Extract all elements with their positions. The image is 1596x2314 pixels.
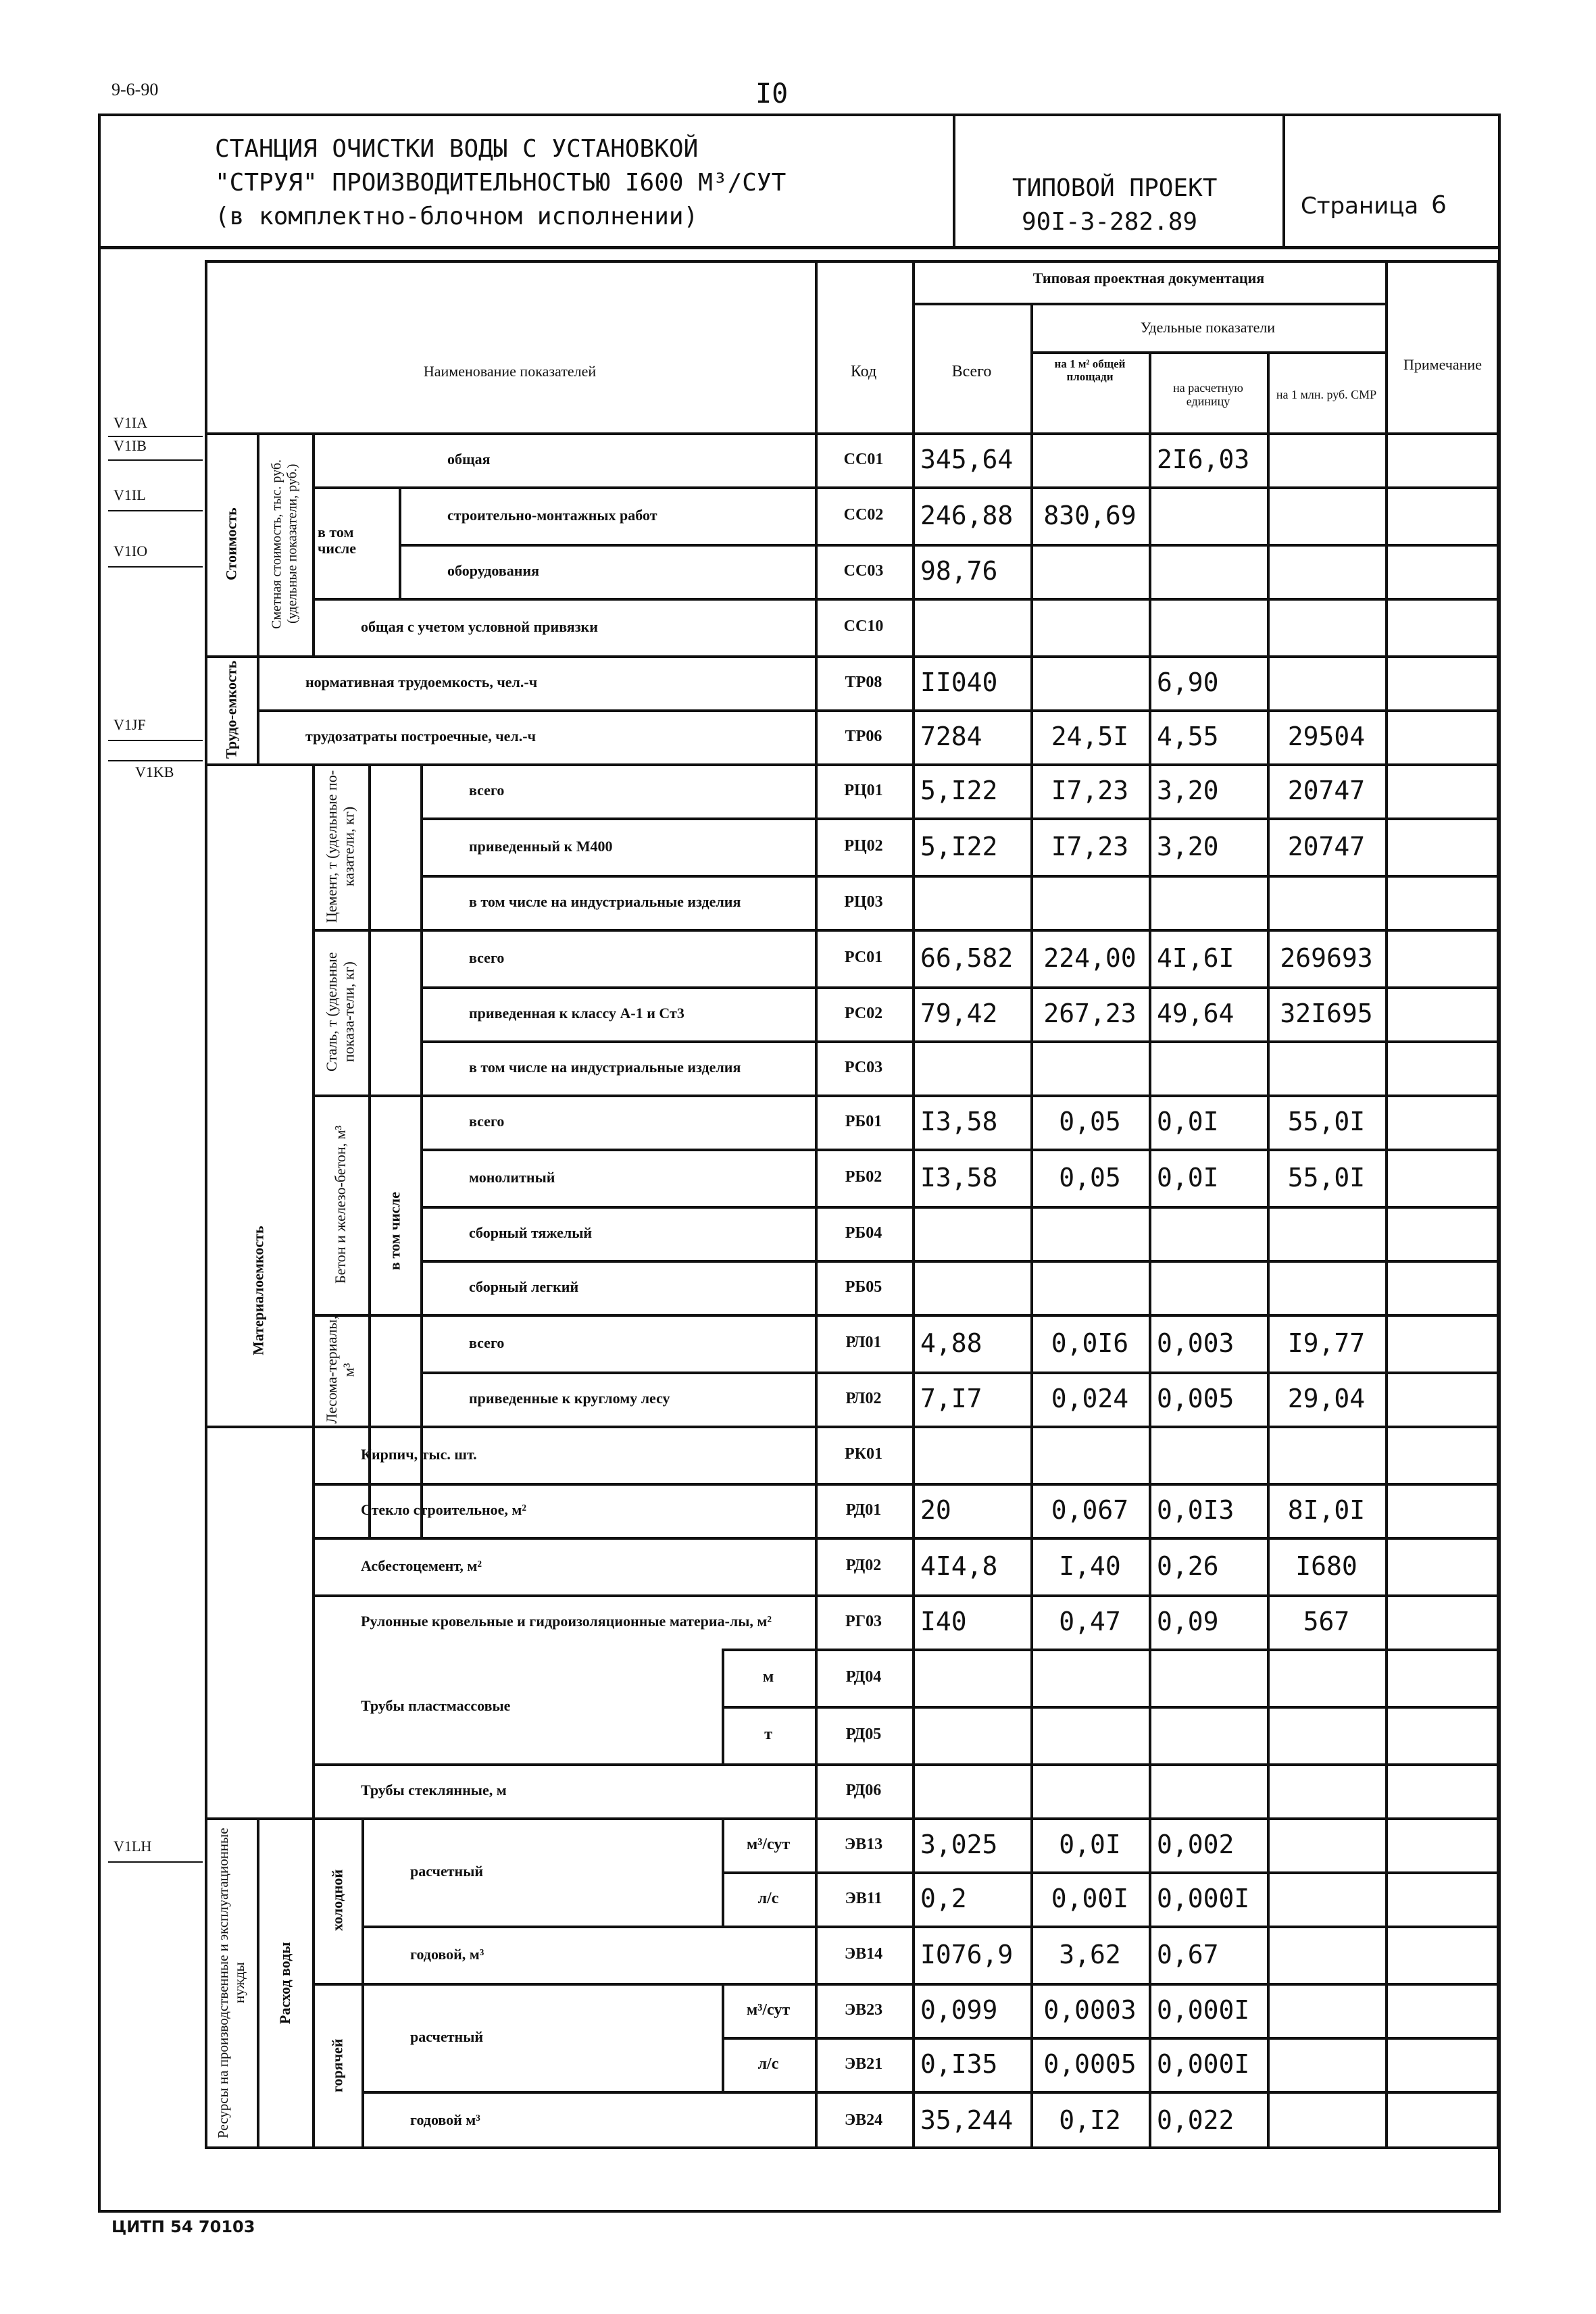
value-per-m2: 0,024 [1051,1384,1129,1413]
value-per-m2: 0,0003 [1043,1995,1137,2025]
row-label: общая с учетом условной привязки [361,618,598,635]
value-per-m2: 830,69 [1043,500,1137,530]
row-label: Асбестоцемент, м² [361,1557,482,1574]
row-code: СС01 [843,450,884,468]
value-per-m2 [1033,875,1147,929]
value-per-mln: 20747 [1287,831,1366,861]
value-per-unit [1157,1649,1265,1706]
value-total: 20 [920,1495,951,1525]
value-total [920,1206,1028,1260]
value-total: 79,42 [920,999,998,1028]
row-label: приведенный к М400 [469,837,613,855]
row-label: Стекло строительное, м² [361,1501,527,1518]
col-specific-header: Удельные показатели [1140,318,1276,336]
value-per-m2 [1033,598,1147,655]
value-total: 66,582 [920,942,1014,973]
value-per-m2: 0,0005 [1043,2049,1137,2079]
row-code: РБ04 [845,1224,882,1242]
row-label: Трубы пластмассовые [361,1697,511,1714]
row-code: ЭВ11 [845,1889,882,1907]
footer-stamp: ЦИТП 54 70103 [111,2217,255,2236]
row-code: РД02 [845,1557,882,1574]
value-per-m2 [1033,1040,1147,1095]
row-code: РЦ01 [844,781,883,799]
project-code: 90I-3-282.89 [1022,208,1198,236]
side-code-v1kb: V1KB [135,763,174,780]
row-label: расчетный [410,2028,484,2045]
row-label: годовой м³ [410,2111,480,2128]
row-label: общая [447,451,491,468]
value-per-mln: 32I695 [1280,999,1373,1028]
value-total: 0,099 [920,1995,998,2025]
value-per-unit: 0,003 [1157,1328,1235,1358]
value-total: I40 [920,1607,967,1636]
group-cost: Стоимость [222,507,240,580]
row-unit-label: л/с [757,2055,779,2073]
row-code: ЭВ14 [844,1945,883,1963]
value-total: II040 [920,668,998,697]
side-code-v1io: V1IO [114,543,148,559]
value-per-mln [1270,2091,1383,2149]
value-per-m2 [1033,544,1147,598]
value-per-unit: 4,55 [1157,722,1219,751]
row-code: РГ03 [845,1612,882,1630]
group-cement: Цемент, т (удельные по-казатели, кг) [323,770,357,923]
value-total [920,1649,1028,1706]
value-total: 5,I22 [920,776,998,805]
row-code: РЛ01 [845,1334,882,1351]
value-per-unit [1157,1206,1265,1260]
value-per-unit: 0,0I3 [1157,1495,1235,1525]
value-total: 3,025 [920,1830,998,1859]
row-unit-label: л/с [757,1889,779,1907]
value-per-mln: 269693 [1280,942,1373,973]
value-total: 0,I35 [920,2049,998,2079]
value-per-mln [1270,1871,1383,1926]
value-per-mln [1270,1260,1383,1314]
value-per-unit: 0,000I [1157,2049,1250,2079]
value-per-mln: 55,0I [1287,1162,1366,1192]
row-code: РБ05 [845,1278,882,1296]
row-code: ЭВ23 [844,2001,883,2019]
value-per-mln: 567 [1303,1607,1350,1636]
value-per-mln: 29,04 [1287,1384,1366,1413]
row-code: РД06 [845,1781,882,1799]
value-total [920,598,1028,655]
row-code: РЦ02 [844,837,883,855]
value-per-unit: 0,09 [1157,1607,1219,1636]
value-per-unit: 0,0I [1157,1162,1219,1192]
value-per-mln [1270,1926,1383,1983]
value-per-mln [1270,2037,1383,2091]
row-code: СС03 [843,561,884,580]
title-line-3: (в комплектно-блочном исполнении) [215,203,699,230]
value-per-unit: 3,20 [1157,776,1219,805]
col-total-header: Всего [951,362,992,380]
col-code-header: Код [850,362,877,380]
value-per-m2 [1033,1206,1147,1260]
group-cold: холодной [328,1869,346,1932]
value-per-mln [1270,1040,1383,1095]
value-per-mln [1270,1706,1383,1763]
doc-code-top-left: 9-6-90 [111,80,159,99]
row-label: строительно-монтажных работ [447,506,657,524]
row-label: всего [469,782,505,799]
group-water: Расход воды [276,1942,293,2024]
value-per-unit: 2I6,03 [1157,445,1250,474]
value-per-m2: 0,00I [1051,1884,1129,1913]
value-per-unit: 3,20 [1157,831,1219,861]
value-per-mln: 55,0I [1287,1107,1366,1136]
row-label: в том числе на индустриальные изделия [469,1059,741,1076]
value-per-m2 [1033,1706,1147,1763]
group-steel: Сталь, т (удельные показа-тели, кг) [323,952,357,1072]
value-per-m2: 0,0I6 [1051,1328,1129,1358]
value-total [920,1763,1028,1817]
value-per-unit: 6,90 [1157,668,1219,697]
value-per-mln [1270,875,1383,929]
value-per-m2: 24,5I [1051,722,1129,751]
value-per-mln [1270,1763,1383,1817]
value-total: 4,88 [920,1328,982,1358]
value-total [920,1260,1028,1314]
row-label: Рулонные кровельные и гидроизоляционные материа-лы, м² [361,1613,772,1630]
value-total: 35,244 [920,2105,1014,2135]
value-per-unit [1157,1260,1265,1314]
value-per-unit [1157,1706,1265,1763]
value-total [920,1040,1028,1095]
row-label: трудозатраты построечные, чел.-ч [305,728,536,745]
group-timber: Лесома-териалы, м³ [323,1315,357,1424]
value-total: I3,58 [920,1107,998,1136]
value-per-mln: I9,77 [1287,1328,1366,1358]
value-per-m2 [1033,655,1147,709]
value-total: I076,9 [920,1939,1014,1969]
row-label: всего [469,1113,505,1130]
value-total [920,875,1028,929]
group-concrete: Бетон и железо-бетон, м³ [331,1125,349,1284]
group-concrete-incl: в том числе [386,1192,403,1271]
value-per-unit [1157,875,1265,929]
value-per-unit: 0,0I [1157,1107,1219,1136]
project-label: ТИПОВОЙ ПРОЕКТ [1012,174,1218,202]
row-label: годовой, м³ [410,1945,484,1963]
value-per-m2: 224,00 [1043,942,1137,973]
title-line-1: СТАНЦИЯ ОЧИСТКИ ВОДЫ С УСТАНОВКОЙ [215,135,699,163]
side-code-v1ia: V1IA [114,414,148,431]
row-label: в том числе на индустриальные изделия [469,893,741,910]
row-code: РС01 [844,949,883,966]
value-per-unit: 49,64 [1157,999,1235,1028]
row-label: сборный легкий [469,1278,579,1295]
value-per-unit [1157,598,1265,655]
value-per-unit [1157,1040,1265,1095]
value-per-unit: 0,005 [1157,1384,1235,1413]
value-per-m2 [1033,1426,1147,1483]
row-code: ЭВ21 [844,2055,883,2073]
row-code: ТР08 [845,673,882,691]
value-per-m2: I7,23 [1051,776,1129,805]
row-label: расчетный [410,1863,484,1880]
value-per-mln [1270,655,1383,709]
row-code: РД01 [845,1501,882,1519]
value-total: 246,88 [920,500,1014,530]
group-material: Материалоемкость [249,1226,267,1355]
side-code-v1lh: V1LH [114,1838,152,1855]
group-labor: Трудо-емкость [222,660,240,759]
value-per-mln: 20747 [1287,776,1366,805]
value-per-m2 [1033,1763,1147,1817]
row-label: всего [469,949,505,966]
value-per-m2 [1033,1260,1147,1314]
row-label: приведенная к классу А-1 и Ст3 [469,1005,684,1022]
page-number: I0 [755,78,789,109]
group-resources: Ресурсы на производственные и эксплуатационные нужды [214,1828,247,2138]
value-per-unit: 0,000I [1157,1995,1250,2025]
value-per-mln [1270,1206,1383,1260]
side-code-v1il: V1IL [114,486,146,503]
value-per-unit [1157,1763,1265,1817]
row-code: РБ02 [845,1168,882,1186]
row-unit-label: м³/сут [746,2001,791,2019]
group-cost-sub: Сметная стоимость, тыс. руб. (удельные показатели, руб.) [269,459,300,629]
row-label: нормативная трудоемкость, чел.-ч [305,674,538,690]
col-per-mln-header: на 1 млн. руб. СМР [1276,388,1377,402]
row-unit-label: м³/сут [746,1835,791,1853]
value-per-unit: 4I,6I [1157,942,1235,973]
row-unit-label: м [762,1668,774,1686]
row-code: РК01 [844,1445,883,1463]
group-incl: в том числе [318,523,356,557]
document-title [215,132,786,234]
group-hot: горячей [328,2038,346,2093]
value-per-mln: 8I,0I [1287,1495,1366,1525]
value-per-unit: 0,022 [1157,2105,1235,2135]
row-code: ЭВ24 [844,2111,883,2129]
row-code: РС03 [844,1058,883,1076]
value-per-mln [1270,544,1383,598]
value-per-m2: 0,I2 [1059,2105,1121,2135]
row-label: приведенные к круглому лесу [469,1390,670,1407]
row-code: РБ01 [845,1112,882,1130]
value-total: 5,I22 [920,831,998,861]
value-total [920,1426,1028,1483]
row-label: оборудования [447,562,539,579]
value-per-m2 [1033,432,1147,486]
value-per-mln [1270,1983,1383,2037]
value-total: 0,2 [920,1884,967,1913]
row-label: монолитный [469,1168,555,1186]
value-per-unit [1157,486,1265,544]
value-per-mln [1270,432,1383,486]
value-per-m2: 3,62 [1059,1939,1121,1969]
row-code: РД04 [845,1668,882,1686]
value-per-unit: 0,002 [1157,1830,1235,1859]
value-total [920,1706,1028,1763]
value-total: I3,58 [920,1162,998,1192]
side-code-v1jf: V1JF [114,716,146,733]
row-code: СС10 [843,618,884,635]
value-per-mln [1270,1649,1383,1706]
row-code: ЭВ13 [844,1835,883,1853]
value-per-m2: 267,23 [1043,999,1137,1028]
value-per-m2: 0,067 [1051,1495,1129,1525]
col-per-unit-header: на расчетную единицу [1173,381,1243,408]
row-code: РД05 [845,1726,882,1743]
value-per-m2 [1033,1649,1147,1706]
col-note-header: Примечание [1403,355,1482,373]
value-per-m2: 0,47 [1059,1607,1121,1636]
value-per-unit [1157,544,1265,598]
title-line-2: "СТРУЯ" ПРОИЗВОДИТЕЛЬНОСТЬЮ I600 М³/СУТ [215,169,787,197]
value-total: 4I4,8 [920,1551,998,1581]
value-per-mln [1270,486,1383,544]
value-total: 98,76 [920,556,998,586]
value-total: 7,I7 [920,1384,982,1413]
value-per-m2: I7,23 [1051,831,1129,861]
col-doc-group-header: Типовая проектная документация [1032,269,1265,286]
value-total: 345,64 [920,445,1014,474]
value-total: 7284 [920,722,982,751]
value-per-mln: I680 [1295,1551,1357,1581]
page-value: 6 [1431,191,1447,219]
value-per-m2: I,40 [1059,1551,1121,1581]
value-per-unit [1157,1426,1265,1483]
value-per-mln [1270,598,1383,655]
row-unit-label: т [764,1726,772,1743]
row-code: ТР06 [845,727,882,745]
row-label: сборный тяжелый [469,1224,593,1241]
value-per-mln [1270,1817,1383,1871]
value-per-mln [1270,1426,1383,1483]
value-per-unit: 0,67 [1157,1939,1219,1969]
row-code: СС02 [843,506,884,524]
value-per-mln: 29504 [1287,722,1366,751]
col-name-header: Наименование показателей [423,362,597,380]
row-label: всего [469,1334,505,1351]
side-code-v1ib: V1IB [114,437,147,454]
value-per-unit: 0,000I [1157,1884,1250,1913]
value-per-m2: 0,0I [1059,1830,1121,1859]
value-per-m2: 0,05 [1059,1107,1121,1136]
row-code: РС02 [844,1004,883,1022]
row-code: РЛ02 [845,1389,882,1407]
row-label: Кирпич, тыс. шт. [361,1445,477,1463]
col-per-m2-header: на 1 м² общей площади [1054,357,1126,383]
row-label: Трубы стеклянные, м [361,1782,507,1799]
value-per-unit: 0,26 [1157,1551,1219,1581]
page-label: Страница [1301,193,1419,220]
value-per-m2: 0,05 [1059,1162,1121,1192]
row-code: РЦ03 [844,892,883,911]
